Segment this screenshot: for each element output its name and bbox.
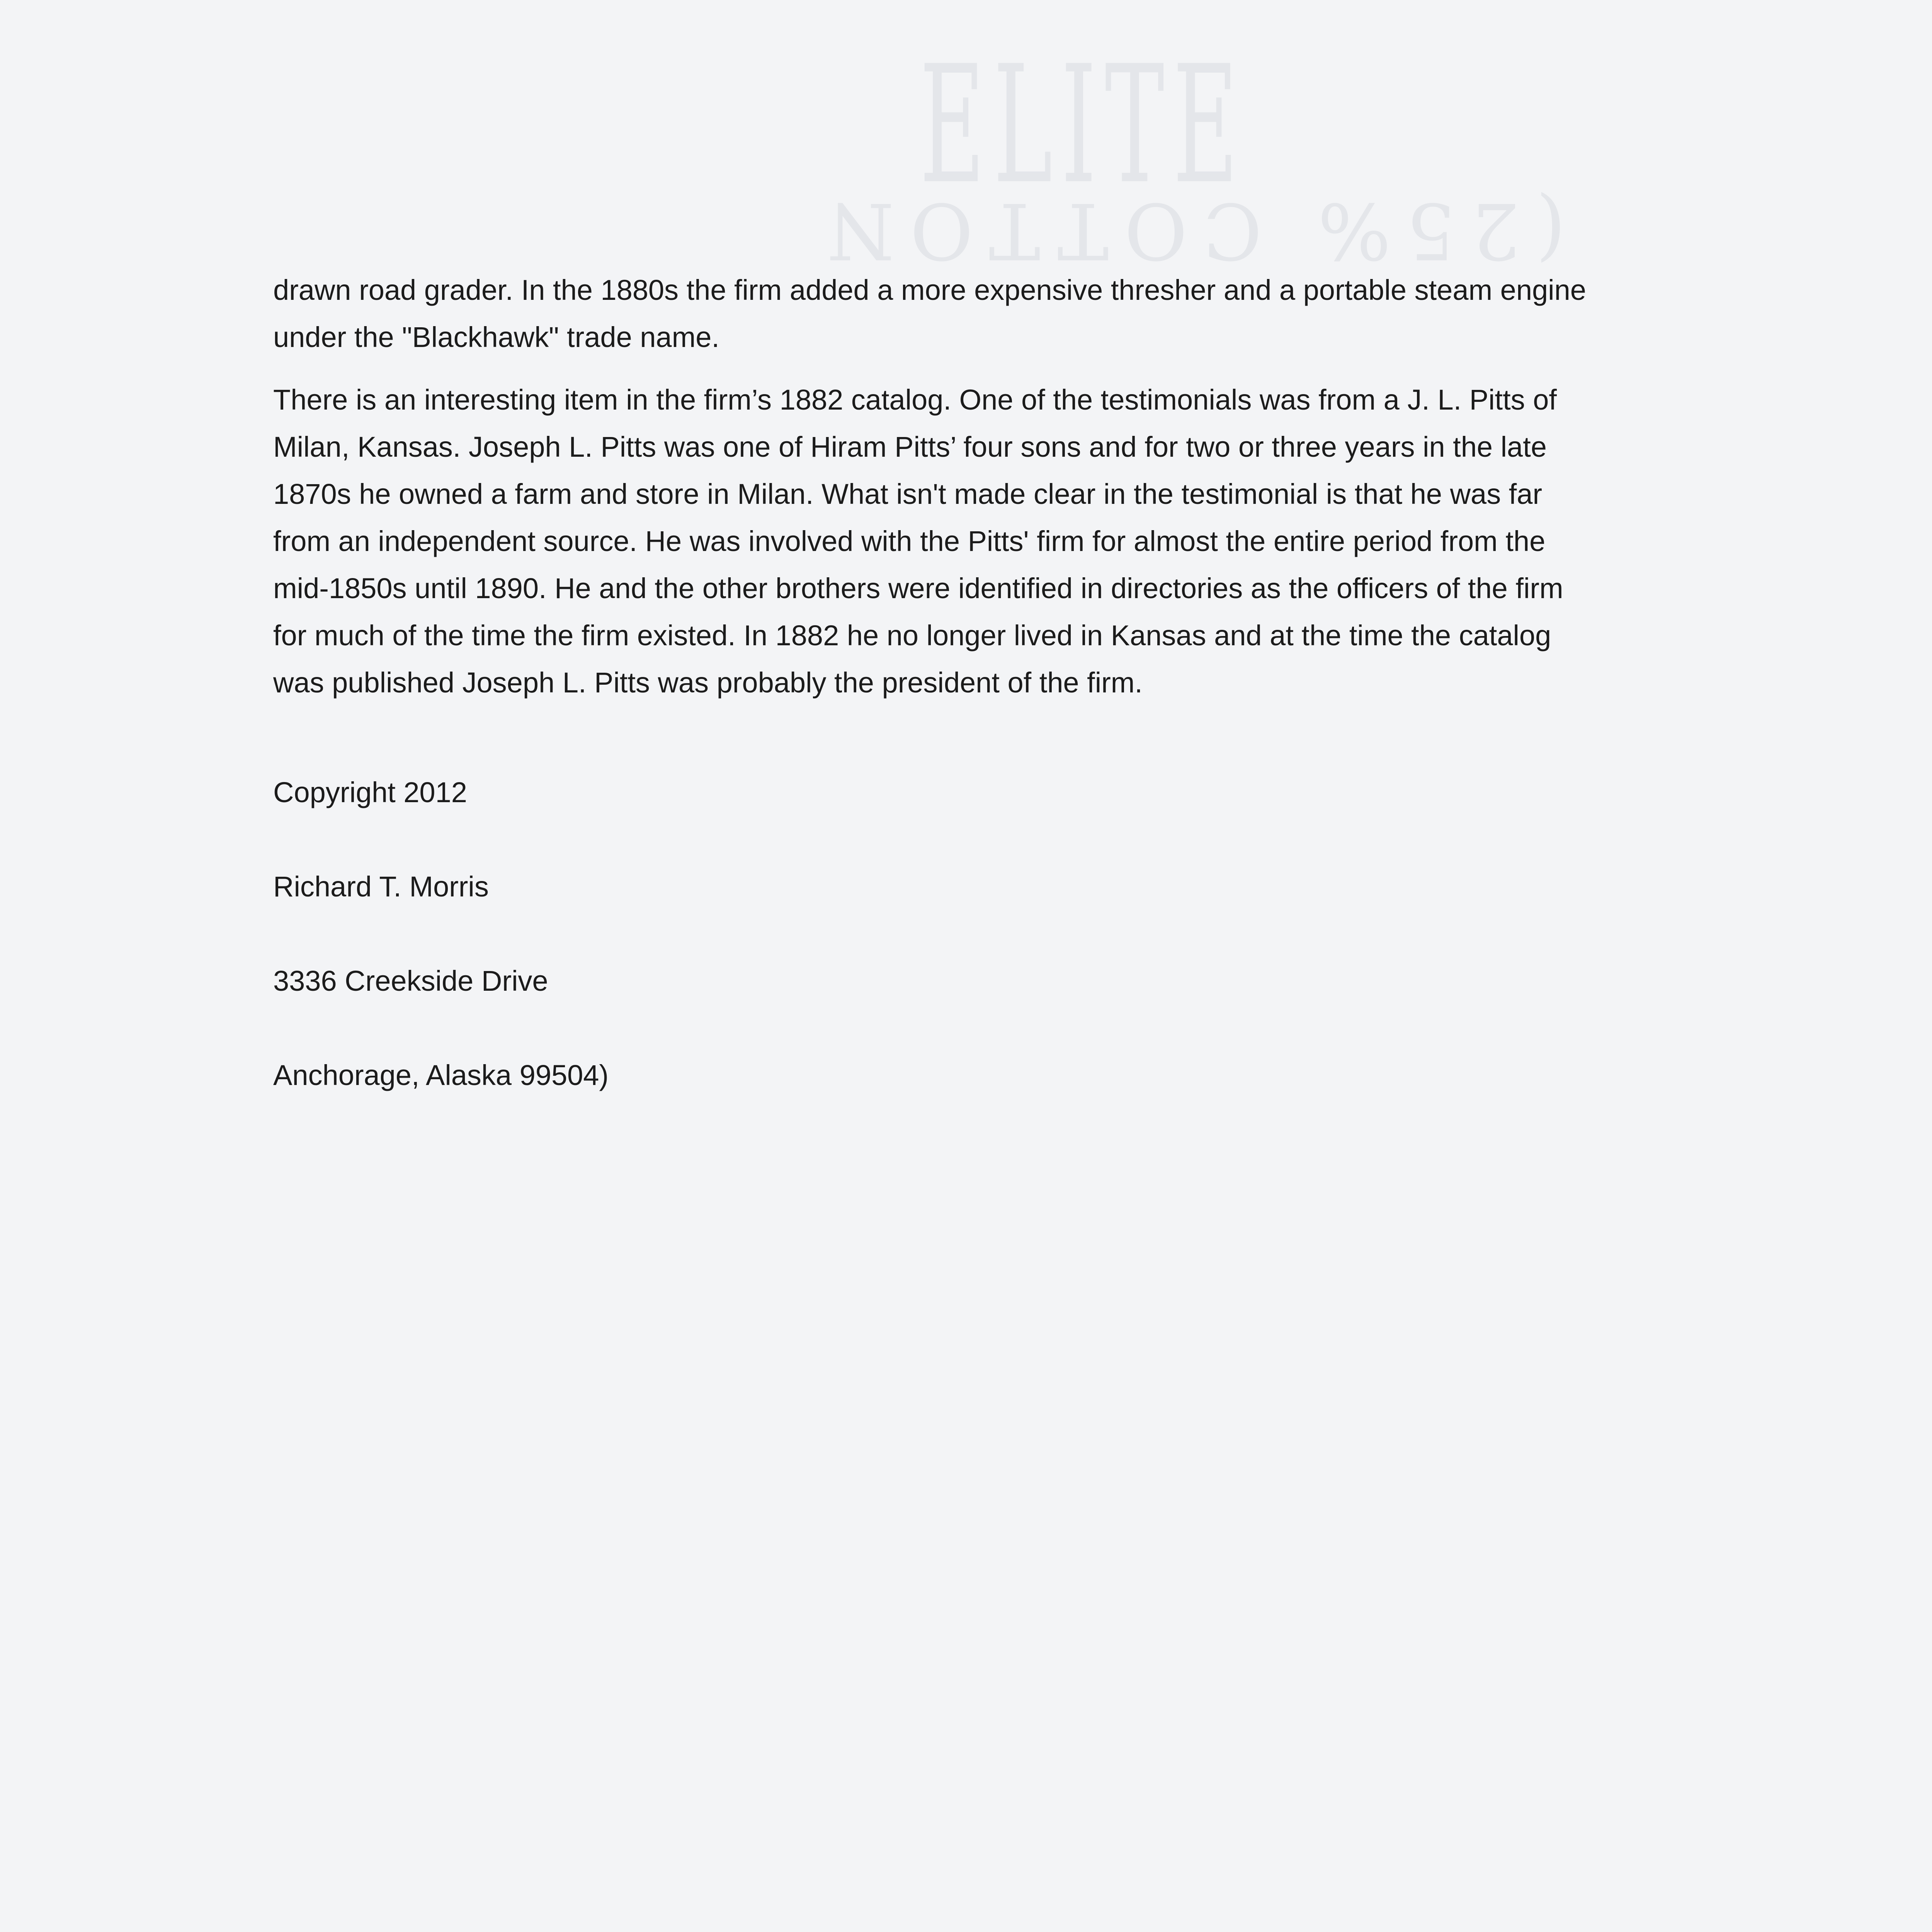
paragraph-1: drawn road grader. In the 1880s the firm added a more expensive thresher and a portable steam engine under the "Blackhawk" trade name. [273,274,1586,353]
watermark-top-word: ELITE [920,31,1247,220]
watermark-top-subtext: (25% COTTON [811,185,1566,276]
street-address: 3336 Creekside Drive [273,965,548,997]
city-address: Anchorage, Alaska 99504) [273,1059,609,1091]
copyright-line: Copyright 2012 [273,776,467,808]
document-body [273,267,1711,1162]
author-name: Richard T. Morris [273,871,489,903]
signature-block [273,722,1711,1146]
paragraph-2: There is an interesting item in the firm’s 1882 catalog. One of the testimonials was from a J. L. Pitts of Milan, Kansas. Joseph L. Pitts was one of Hiram Pitts’ four sons and for two or three years in the late 1870s he owned a farm and store in Milan. What isn't made clear in the testimonial is that he was far from an independent source. He was involved with the Pitts' firm for almost the entire period from the mid-1850s until 1890. He and the other brothers were identified in directories as the officers of the firm for much of the time the firm existed. In 1882 he no longer lived in Kansas and at the time the catalog was published Joseph L. Pitts was probably the president of the firm. [273,384,1563,699]
